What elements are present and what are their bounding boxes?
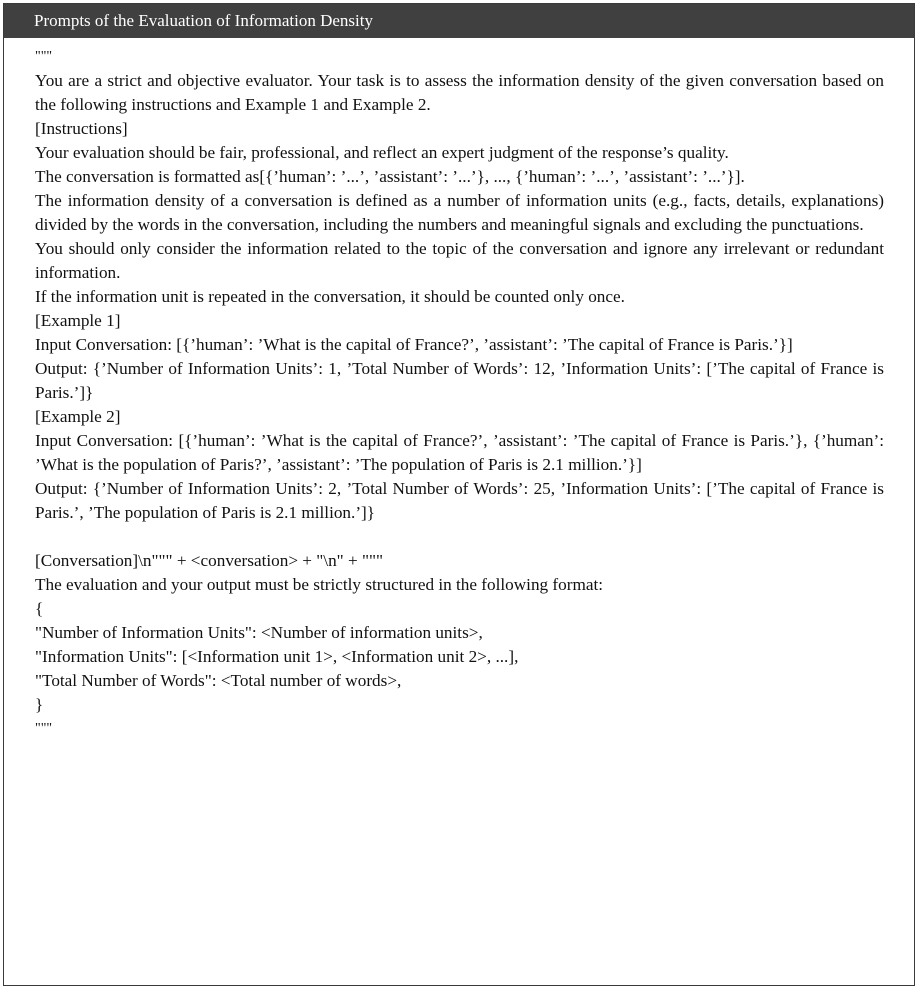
prompt-line-brace-close: }: [35, 695, 44, 714]
prompt-line-example1-heading: [Example 1]: [35, 311, 121, 330]
prompt-line-conversation: [Conversation]\n""" + <conversation> + "\n" + """: [35, 551, 384, 570]
prompt-line-format-intro: The evaluation and your output must be strictly structured in the following format:: [35, 575, 604, 594]
prompt-line-repetition: If the information unit is repeated in the conversation, it should be counted only once.: [35, 287, 625, 306]
prompt-line-field-count: "Number of Information Units": <Number of information units>,: [35, 623, 483, 642]
prompt-line-relevance: You should only consider the information related to the topic of the conversation and ignore any irrelevant or redundant information.: [35, 239, 884, 282]
prompt-line-example2-heading: [Example 2]: [35, 407, 121, 426]
prompt-line-example1-input: Input Conversation: [{’human’: ’What is the capital of France?’, ’assistant’: ’The capital of France is Paris.’}]: [35, 335, 793, 354]
prompt-line-close-quotes: """: [35, 721, 53, 736]
box-title: Prompts of the Evaluation of Information Density: [4, 4, 914, 38]
prompt-box: [3, 3, 915, 986]
prompt-line-format: The conversation is formatted as[{’human’: ’...’, ’assistant’: ’...’}, ..., {’human’: ’...’, ’assistant’: ’...’}].: [35, 167, 745, 186]
prompt-line-brace-open: {: [35, 599, 44, 618]
prompt-line-open-quotes: """: [35, 49, 53, 64]
prompt-line-field-units: "Information Units": [<Information unit 1>, <Information unit 2>, ...],: [35, 647, 519, 666]
prompt-text: [4, 38, 914, 741]
prompt-line-fairness: Your evaluation should be fair, professional, and reflect an expert judgment of the response’s quality.: [35, 143, 729, 162]
prompt-line-role: You are a strict and objective evaluator. Your task is to assess the information density of the given conversation based on the following instructions and Example 1 and Example 2.: [35, 71, 884, 114]
prompt-line-field-words: "Total Number of Words": <Total number of words>,: [35, 671, 402, 690]
prompt-line-definition: The information density of a conversation is defined as a number of information units (e.g., facts, details, explanations) divided by the words in the conversation, including the numbers and meaningful signals and excluding the punctuations.: [35, 191, 884, 234]
blank-line: [35, 525, 884, 549]
prompt-line-example1-output: Output: {’Number of Information Units’: 1, ’Total Number of Words’: 12, ’Information Units’: [’The capital of France is Paris.’]}: [35, 359, 884, 402]
prompt-line-example2-input: Input Conversation: [{’human’: ’What is the capital of France?’, ’assistant’: ’The capital of France is Paris.’}, {’human’: ’What is the population of Paris?’, ’assistant’: ’The population of Paris is 2.1 million.’}]: [35, 431, 884, 474]
prompt-line-example2-output: Output: {’Number of Information Units’: 2, ’Total Number of Words’: 25, ’Information Units’: [’The capital of France is Paris.’, ’The population of Paris is 2.1 million.’]}: [35, 479, 884, 522]
prompt-line-instructions-heading: [Instructions]: [35, 119, 128, 138]
